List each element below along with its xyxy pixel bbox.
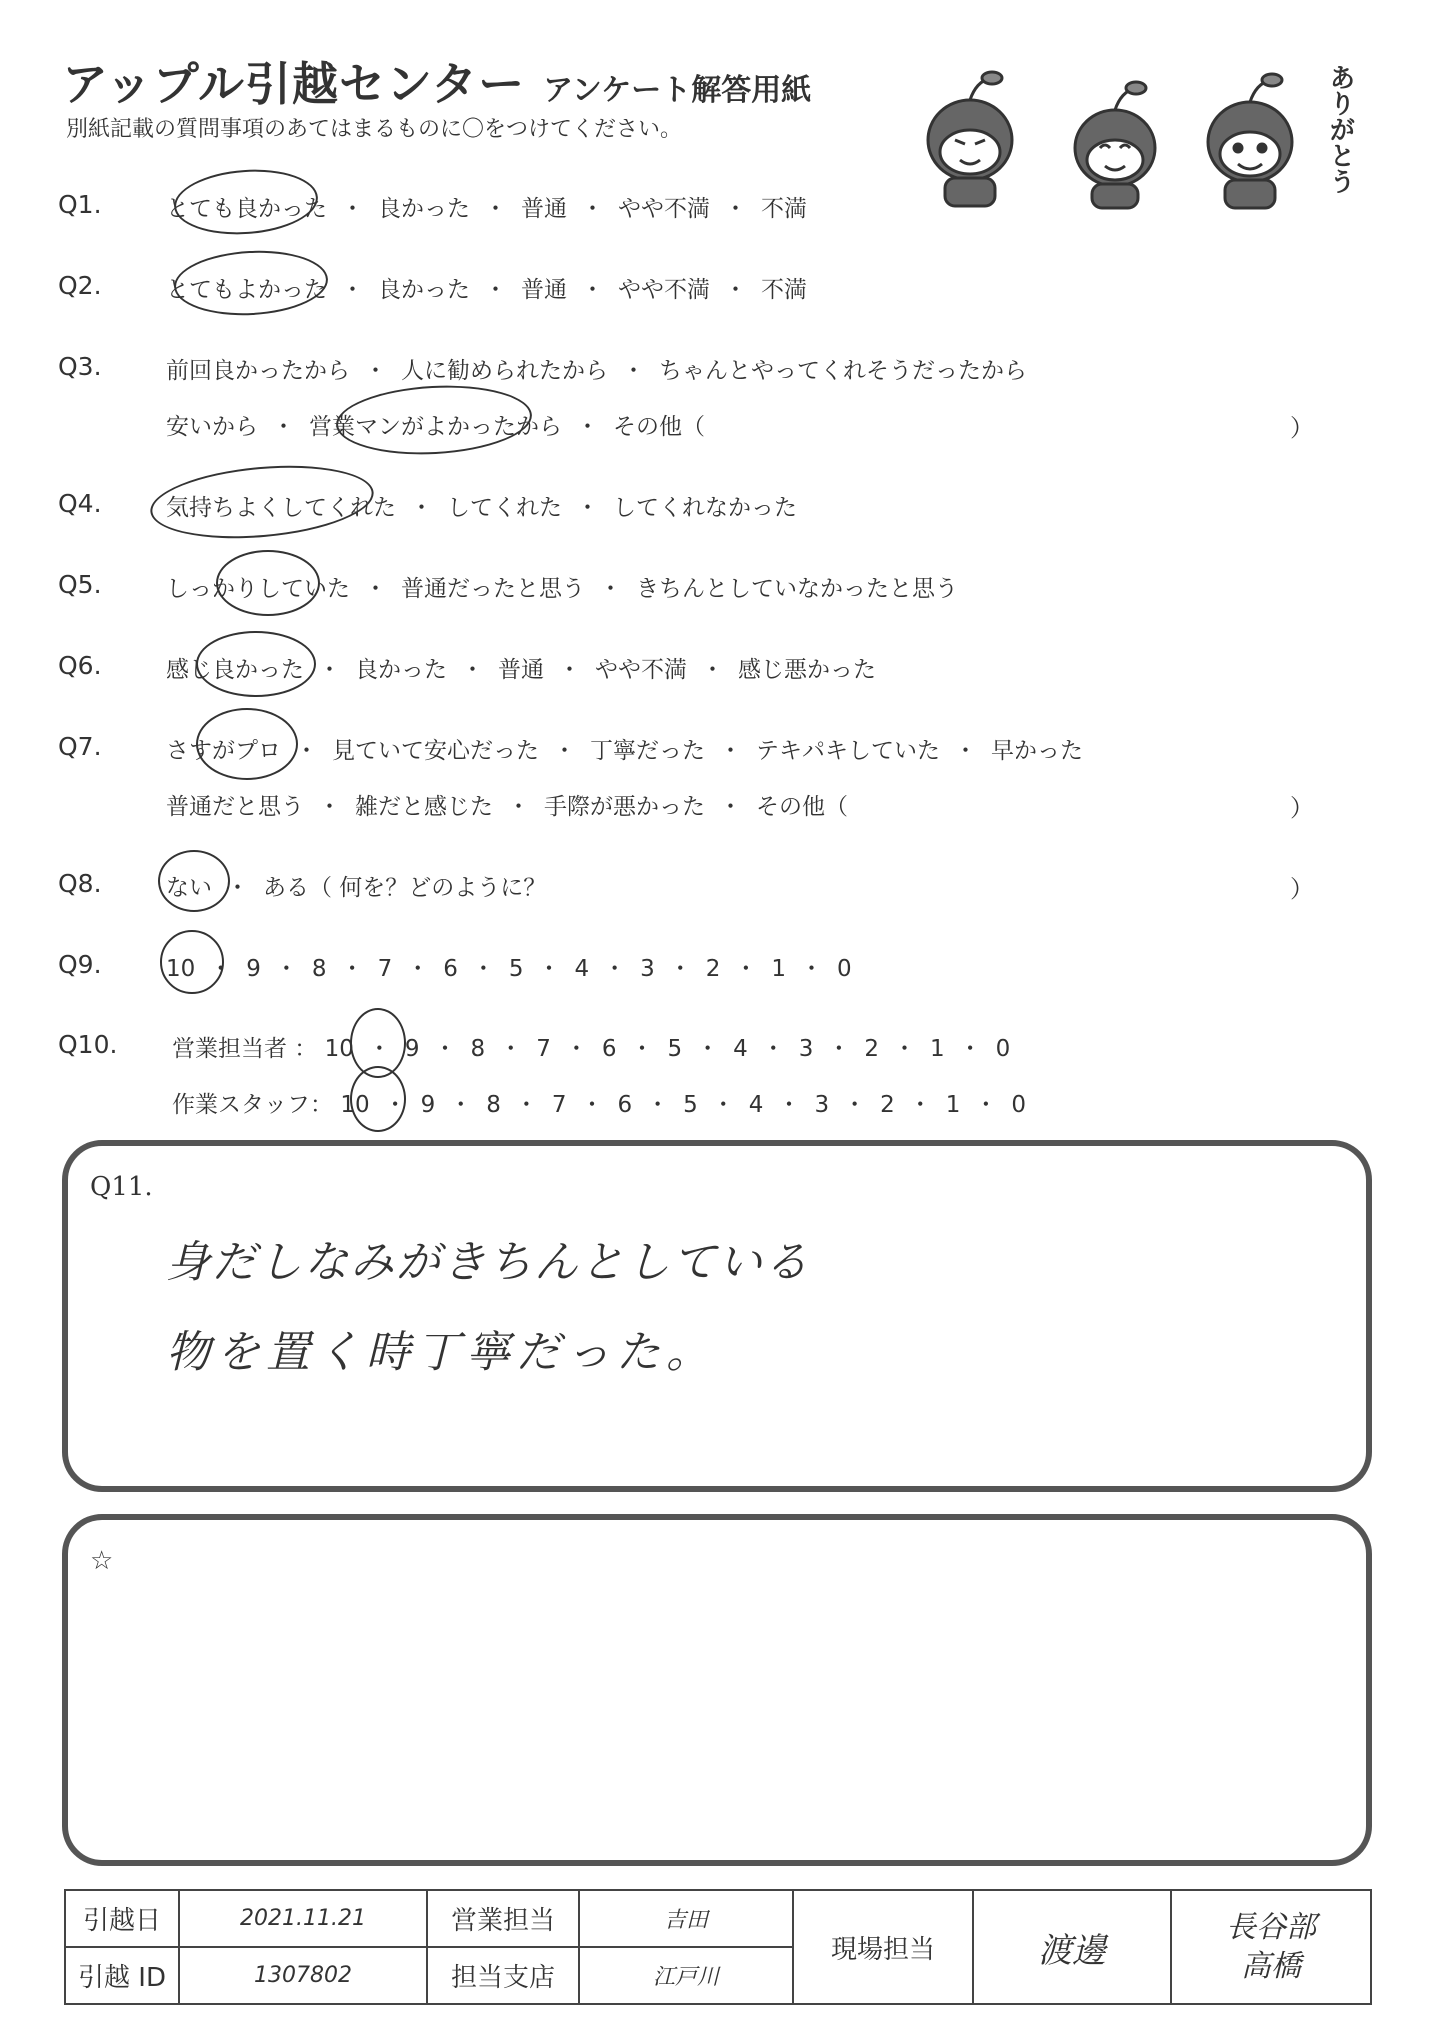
q6-options: 感じ良かった ・ 良かった ・ 普通 ・ やや不満 ・ 感じ悪かった [166, 657, 876, 683]
q9-option[interactable]: 6 [443, 956, 458, 982]
q10-option[interactable]: 0 [1011, 1092, 1026, 1118]
q7-options-line1: さすがプロ ・ 見ていて安心だった ・ 丁寧だった ・ テキパキしていた ・ 早かった [166, 738, 1083, 764]
q1-option[interactable]: 普通 [521, 196, 567, 222]
q4-option[interactable]: してくれた [447, 495, 562, 521]
q3-option[interactable]: ちゃんとやってくれそうだったから [659, 358, 1027, 384]
star-comment-box[interactable] [62, 1514, 1372, 1866]
q10-option[interactable]: 3 [814, 1092, 830, 1118]
star-label: ☆ [90, 1546, 114, 1576]
q10-option[interactable]: 10 [340, 1092, 370, 1118]
q7-close-paren: ） [1290, 794, 1314, 822]
q3-options-line1: 前回良かったから ・ 人に勧められたから ・ ちゃんとやってくれそうだったから [166, 358, 1027, 384]
q6-option[interactable]: 普通 [498, 657, 544, 683]
instruction-text: 別紙記載の質問事項のあてはまるものに〇をつけてください。 [66, 117, 683, 142]
q3-option[interactable]: 営業マンがよかったから [309, 414, 562, 440]
q4-option[interactable]: してくれなかった [613, 495, 797, 521]
q10-staff-row: 作業スタッフ： 10 ・ 9 ・ 8 ・ 7 ・ 6 ・ 5 ・ 4 ・ 3 ・ 2 ・ 1 ・ 0 [172, 1092, 1026, 1118]
q6-option[interactable]: 良かった [355, 657, 447, 683]
q1-options: とても良かった ・ 良かった ・ 普通 ・ やや不満 ・ 不満 [166, 196, 807, 222]
q1-option[interactable]: 良かった [378, 196, 470, 222]
q2-option[interactable]: 不満 [761, 277, 807, 303]
q10-sales-label: 営業担当者 ： [172, 1036, 318, 1062]
q6-option[interactable]: 感じ良かった [166, 657, 304, 683]
q10-option[interactable]: 3 [798, 1036, 814, 1062]
q9-option[interactable]: 10 [166, 956, 196, 982]
q2-label: Q2. [58, 271, 102, 300]
q6-option[interactable]: 感じ悪かった [738, 657, 876, 683]
company-name: アップル引越センター [62, 57, 526, 111]
form-header [62, 48, 811, 114]
q7-option[interactable]: 見ていて安心だった [332, 738, 539, 764]
q9-label: Q9. [58, 950, 102, 979]
q1-option[interactable]: とても良かった [166, 196, 327, 222]
q10-option[interactable]: 8 [486, 1092, 501, 1118]
q10-staff-label: 作業スタッフ： [172, 1092, 333, 1118]
sales-value[interactable]: 吉田 [579, 1890, 793, 1947]
q3-label: Q3. [58, 352, 102, 381]
q10-option[interactable]: 6 [601, 1036, 617, 1062]
q4-option[interactable]: 気持ちよくしてくれた [166, 495, 396, 521]
q7-label: Q7. [58, 732, 102, 761]
q7-option[interactable]: 早かった [991, 738, 1083, 764]
q10-option[interactable]: 10 [324, 1036, 354, 1062]
q3-options-line2: 安いから ・ 営業マンがよかったから ・ その他（ [166, 414, 705, 440]
move-id-label: 引越 ID [65, 1947, 179, 2004]
q7-options-line2: 普通だと思う ・ 雑だと感じた ・ 手際が悪かった ・ その他（ [166, 794, 848, 820]
q10-option[interactable]: 1 [930, 1036, 945, 1062]
q6-label: Q6. [58, 651, 102, 680]
q2-option[interactable]: 普通 [521, 277, 567, 303]
q5-label: Q5. [58, 570, 102, 599]
q1-label: Q1. [58, 190, 102, 219]
q9-option[interactable]: 8 [311, 956, 327, 982]
q9-option[interactable]: 7 [377, 956, 393, 982]
branch-value[interactable]: 江戸川 [579, 1947, 793, 2004]
q4-label: Q4. [58, 489, 102, 518]
q8-label: Q8. [58, 869, 102, 898]
q9-option[interactable]: 4 [574, 956, 590, 982]
q10-option[interactable]: 0 [995, 1036, 1011, 1062]
q11-label: Q11. [90, 1172, 153, 1202]
q1-option[interactable]: やや不満 [618, 196, 710, 222]
q3-option[interactable]: 前回良かったから [166, 358, 350, 384]
q10-label: Q10. [58, 1030, 118, 1059]
q10-option[interactable]: 9 [420, 1092, 436, 1118]
site-value-3: 高橋 [1241, 1949, 1301, 1984]
q2-options: とてもよかった ・ 良かった ・ 普通 ・ やや不満 ・ 不満 [166, 277, 807, 303]
q5-option[interactable]: 普通だったと思う [401, 576, 585, 602]
monkey-mascots-icon [900, 60, 1340, 210]
q2-option[interactable]: 良かった [378, 277, 470, 303]
q2-option[interactable]: やや不満 [618, 277, 710, 303]
q10-option[interactable]: 1 [945, 1092, 961, 1118]
q7-option[interactable]: 手際が悪かった [544, 794, 705, 820]
q9-option[interactable]: 2 [705, 956, 721, 982]
q7-option[interactable]: テキパキしていた [756, 738, 940, 764]
q10-option[interactable]: 4 [733, 1036, 748, 1062]
q9-option[interactable]: 0 [837, 956, 852, 982]
site-value-1[interactable]: 渡邊 [973, 1890, 1171, 2004]
q7-option[interactable]: その他（ [756, 794, 848, 820]
q10-option[interactable]: 2 [864, 1036, 880, 1062]
q10-option[interactable]: 7 [551, 1092, 567, 1118]
q7-option[interactable]: 丁寧だった [590, 738, 705, 764]
footer-table [64, 1889, 1372, 2005]
q10-option[interactable]: 5 [683, 1092, 698, 1118]
q11-answer-line2: 物を置く時丁寧だった。 [166, 1327, 716, 1378]
q10-option[interactable]: 7 [536, 1036, 551, 1062]
q10-sales-row: 営業担当者 ： 10 ・ 9 ・ 8 ・ 7 ・ 6 ・ 5 ・ 4 ・ 3 ・ 2 ・ 1 ・ 0 [172, 1036, 1011, 1062]
q8-close-paren: ） [1290, 875, 1314, 903]
q6-option[interactable]: やや不満 [595, 657, 687, 683]
q10-option[interactable]: 8 [470, 1036, 486, 1062]
q3-option[interactable]: 人に勧められたから [401, 358, 608, 384]
q7-option[interactable]: 雑だと感じた [355, 794, 493, 820]
q10-option[interactable]: 4 [748, 1092, 764, 1118]
move-id-value[interactable]: 1307802 [179, 1947, 427, 2004]
q8-option[interactable]: ある（ 何を？どのように？ [263, 875, 547, 901]
q9-option[interactable]: 9 [246, 956, 261, 982]
q7-option[interactable]: 普通だと思う [166, 794, 304, 820]
q11-answer-box[interactable] [62, 1140, 1372, 1492]
q10-option[interactable]: 5 [667, 1036, 683, 1062]
q5-option[interactable]: しっかりしていた [166, 576, 350, 602]
q9-options: 10 ・ 9 ・ 8 ・ 7 ・ 6 ・ 5 ・ 4 ・ 3 ・ 2 ・ 1 ・ 0 [166, 956, 852, 982]
q10-option[interactable]: 9 [404, 1036, 420, 1062]
q10-option[interactable]: 2 [880, 1092, 895, 1118]
q9-option[interactable]: 1 [771, 956, 787, 982]
thanks-text: ありがとう [1325, 64, 1355, 194]
q3-option[interactable]: その他（ [613, 414, 705, 440]
q11-answer-line1: 身だしなみがきちんとしている [166, 1237, 810, 1288]
site-label: 現場担当 [793, 1890, 973, 2004]
site-value-2: 長谷部 [1226, 1910, 1316, 1945]
branch-label: 担当支店 [427, 1947, 579, 2004]
q1-option[interactable]: 不満 [761, 196, 807, 222]
q3-close-paren: ） [1290, 414, 1314, 442]
q4-options: 気持ちよくしてくれた ・ してくれた ・ してくれなかった [166, 495, 797, 521]
q9-option[interactable]: 5 [508, 956, 524, 982]
q5-options: しっかりしていた ・ 普通だったと思う ・ きちんとしていなかったと思う [166, 576, 958, 602]
q9-option[interactable]: 3 [640, 956, 655, 982]
form-title: アンケート解答用紙 [543, 73, 812, 108]
q8-options: ない ・ ある（ 何を？どのように？ [166, 875, 547, 901]
q7-option[interactable]: さすがプロ [166, 738, 281, 764]
q8-option[interactable]: ない [166, 875, 212, 901]
move-date-label: 引越日 [65, 1890, 179, 1947]
q5-option[interactable]: きちんとしていなかったと思う [636, 576, 958, 602]
q2-option[interactable]: とてもよかった [166, 277, 327, 303]
move-date-value[interactable]: 2021.11.21 [179, 1890, 427, 1947]
q3-option[interactable]: 安いから [166, 414, 258, 440]
site-values-2-3[interactable] [1171, 1890, 1371, 2004]
sales-label: 営業担当 [427, 1890, 579, 1947]
q10-option[interactable]: 6 [617, 1092, 633, 1118]
